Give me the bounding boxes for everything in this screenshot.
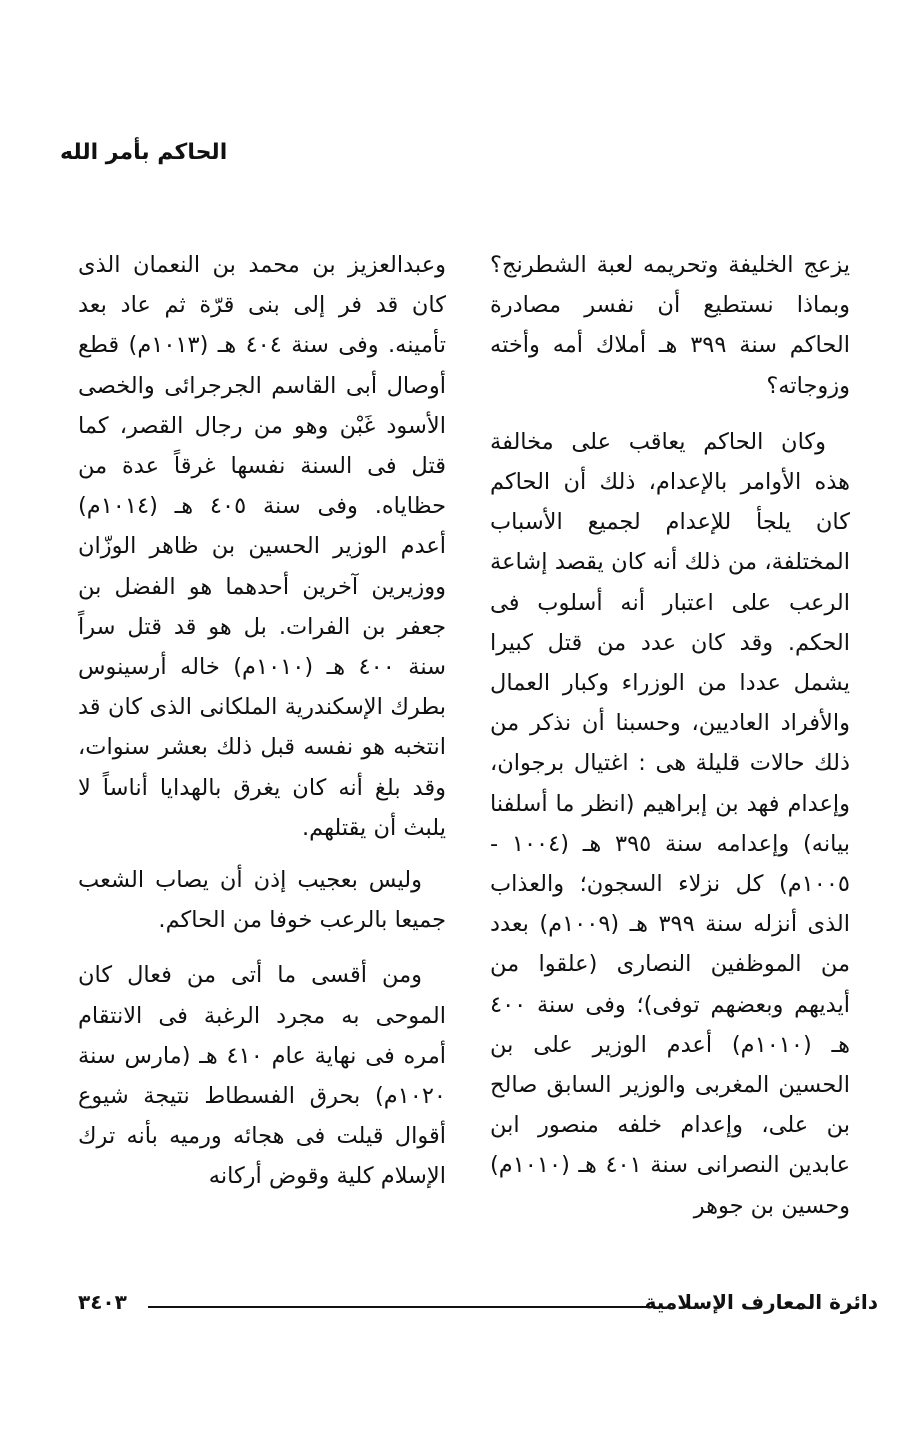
left-paragraph-1: وعبدالعزيز بن محمد بن النعمان الذى كان قد فر إلى بنى قرّة ثم عاد بعد تأمينه. وفى سنة ٤٠٤ هـ (١٠١٣م) قطع أوصال أبى القاسم الجرجرائى والخصى الأسود غَبْن وهو من رجال القصر، كما قتل فى السنة نفسها غرقاً عدة من حظاياه. وفى سنة ٤٠٥ هـ (١٠١٤م) أعدم الوزير الحسين بن ظاهر الوزّان ووزيرين آخرين أحدهما هو الفضل بن جعفر بن الفرات. بل هو قد قتل سراً سنة ٤٠٠ هـ (١٠١٠م) خاله أرسينوس بطرك الإسكندرية الملكانى الذى كان قد انتخبه هو نفسه قبل ذلك بعشر سنوات، وقد بلغ أنه كان يغرق بالهدايا أناساً لا يلبث أن يقتلهم. [78,252,446,841]
footer-rule [148,1306,653,1308]
running-title: الحاكم بأمر الله [60,140,228,165]
right-column [490,245,850,1226]
right-paragraph-2: وكان الحاكم يعاقب على مخالفة هذه الأوامر بالإعدام، ذلك أن الحاكم كان يلجأ للإعدام لجميع الأسباب المختلفة، من ذلك أنه كان يقصد إشاعة الرعب على اعتبار أنه أسلوب فى الحكم. وقد كان عدد من قتل كبيرا يشمل عددا من الوزراء وكبار العمال والأفراد العاديين، وحسبنا أن نذكر من ذلك حالات قليلة هى : اغتيال برجوان، وإعدام فهد بن إبراهيم (انظر ما أسلفنا بيانه) وإعدامه سنة ٣٩٥ هـ (١٠٠٤ - ١٠٠٥م) كل نزلاء السجون؛ والعذاب الذى أنزله سنة ٣٩٩ هـ (١٠٠٩م) بعدد من الموظفين النصارى (علقوا من أيديهم وبعضهم توفى)؛ وفى سنة ٤٠٠ هـ (١٠١٠م) أعدم الوزير على بن الحسين المغربى والوزير السابق صالح بن على، وإعدام خلفه منصور ابن عابدين النصرانى سنة ٤٠١ هـ (١٠١٠م) وحسين بن جوهر [490,428,851,1219]
page-footer [78,1290,898,1324]
left-paragraph-3: ومن أقسى ما أتى من فعال كان الموحى به مجرد الرغبة فى الانتقام أمره فى نهاية عام ٤١٠ هـ (مارس سنة ١٠٢٠م) بحرق الفسطاط نتيجة شيوع أقوال قيلت فى هجائه ورميه بأنه ترك الإسلام كلية وقوض أركانه [78,962,446,1190]
right-paragraph-1: يزعج الخليفة وتحريمه لعبة الشطرنج؟ وبماذا نستطيع أن نفسر مصادرة الحاكم سنة ٣٩٩ هـ أملاك أمه وأخته وزوجاته؟ [490,252,850,399]
page-number: ٣٤٠٣ [78,1290,127,1314]
journal-title: دائرة المعارف الإسلامية [644,1290,878,1314]
left-paragraph-2: وليس بعجيب إذن أن يصاب الشعب جميعا بالرعب خوفا من الحاكم. [78,867,446,934]
left-column [78,245,446,1212]
